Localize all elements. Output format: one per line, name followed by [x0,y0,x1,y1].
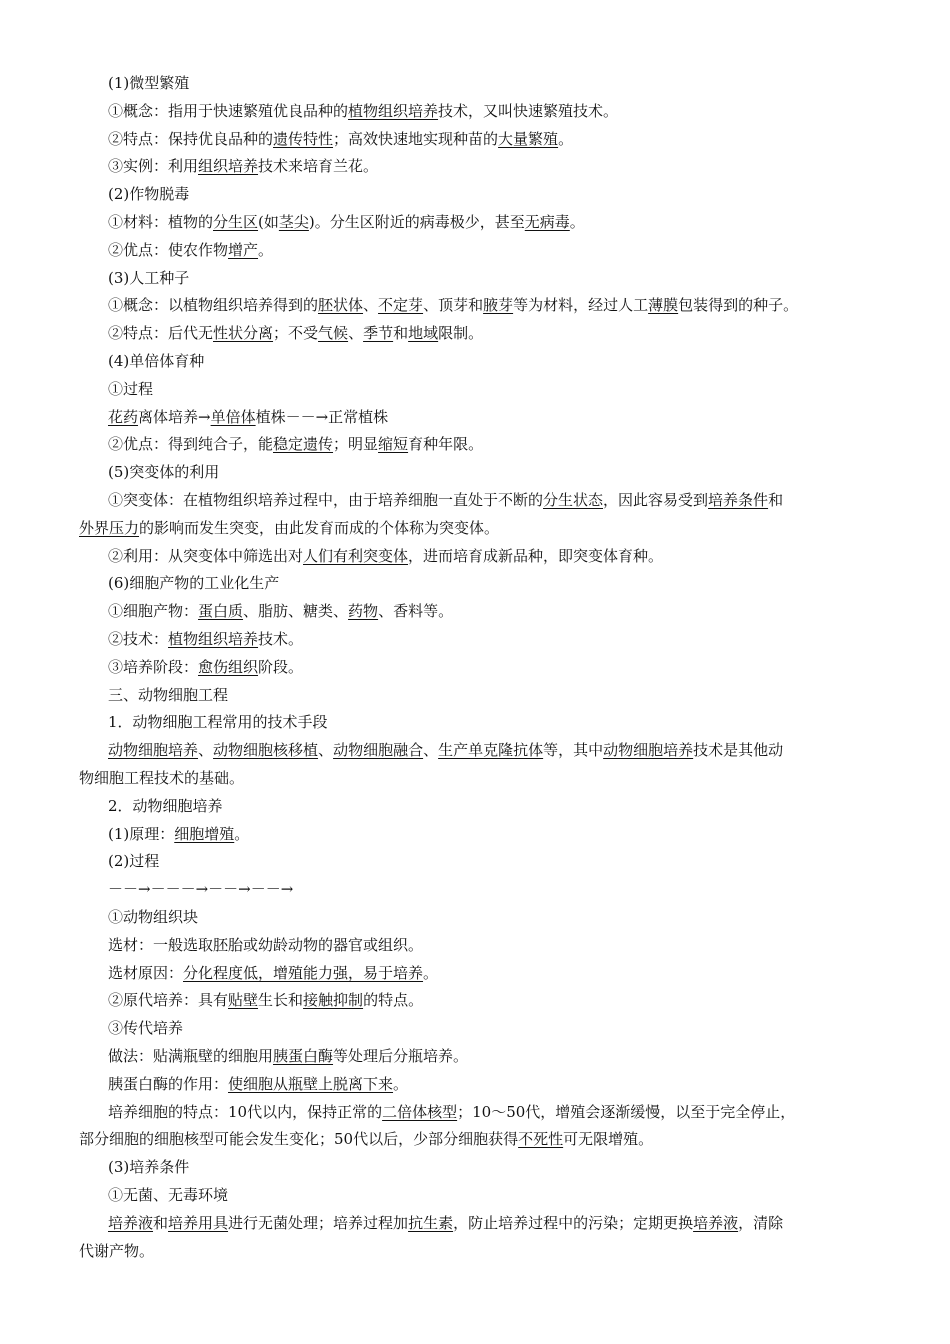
text-segment: 。 [558,130,574,148]
text-segment: ，因此容易受到 [603,491,709,509]
underlined-term: 培养液 [108,1214,154,1232]
text-segment: (5)突变体的利用 [108,463,220,481]
text-line [108,546,898,566]
text-line [108,712,898,732]
text-segment: 培养细胞的特点：10代以内，保持正常的 [108,1103,383,1121]
text-segment: ①无菌、无毒环境 [108,1186,229,1204]
text-segment: 。 [423,964,439,982]
text-segment: ③实例：利用 [108,157,199,175]
underlined-term: 培养条件 [708,491,769,509]
text-line [108,573,898,593]
text-segment: 、香料等。 [378,602,454,620]
text-segment: 技术。 [258,630,304,648]
text-segment: ，清除 [738,1214,784,1232]
text-segment: (如 [258,213,279,231]
underlined-term: 增产 [228,241,259,259]
text-segment: 包装得到的种子。 [678,296,799,314]
underlined-term: 缩短 [378,435,409,453]
text-segment: ②优点：使农作物 [108,241,229,259]
text-segment: ①概念：以植物组织培养得到的 [108,296,319,314]
text-segment: 的影响而发生突变，由此发育而成的个体称为突变体。 [139,519,500,537]
text-line [108,685,898,705]
underlined-term: 使细胞从瓶壁上脱离下来 [228,1075,394,1093]
underlined-term: 动物细胞融合 [333,741,424,759]
text-segment: 、脂肪、糖类、 [243,602,349,620]
text-segment: (1)微型繁殖 [108,74,190,92]
text-segment: 、 [423,741,439,759]
text-segment: ③传代培养 [108,1019,184,1037]
text-line [108,490,898,510]
text-segment: 2．动物细胞培养 [108,797,223,815]
text-segment: 1．动物细胞工程常用的技术手段 [108,713,328,731]
text-segment: 选材：一般选取胚胎或幼龄动物的器官或组织。 [108,936,424,954]
underlined-term: 分化程度低，增殖能力强，易于培养 [183,964,424,982]
underlined-term: 气候 [318,324,349,342]
underlined-term: 分生状态 [543,491,604,509]
underlined-term: 不死性 [518,1130,564,1148]
text-segment: 的特点。 [363,991,424,1009]
text-line [108,240,898,260]
underlined-term: 外界压力 [79,519,140,537]
text-line [108,434,898,454]
text-line [108,851,898,871]
underlined-term: 性状分离 [213,324,274,342]
text-line [108,1018,898,1038]
text-line [108,963,898,983]
text-line [108,212,898,232]
text-segment: (6)细胞产物的工业化生产 [108,574,280,592]
text-line [108,323,898,343]
text-segment: 和 [768,491,784,509]
underlined-term: 花药 [108,408,139,426]
text-line [108,129,898,149]
text-line [108,101,898,121]
text-segment: ②利用：从突变体中筛选出对 [108,547,304,565]
text-line [79,518,869,538]
text-segment: 离体培养→ [138,408,211,426]
text-segment: －－→－－－→－－→－－→ [108,880,294,898]
text-segment: 、顶芽和 [423,296,484,314]
text-segment: 。 [258,241,274,259]
underlined-term: 遗传特性 [273,130,334,148]
text-segment: ；不受 [273,324,319,342]
text-line [108,629,898,649]
underlined-term: 贴壁 [228,991,259,1009]
text-line [108,156,898,176]
text-line [108,1074,898,1094]
text-line [108,1102,898,1122]
text-segment: ③培养阶段： [108,658,199,676]
text-segment: (3)培养条件 [108,1158,190,1176]
text-segment: 技术是其他动 [693,741,784,759]
underlined-term: 药物 [348,602,379,620]
text-line [108,295,898,315]
text-segment: (3)人工种子 [108,269,190,287]
text-segment: 等处理后分瓶培养。 [333,1047,469,1065]
text-segment: ①概念：指用于快速繁殖优良品种的 [108,102,349,120]
text-line [108,601,898,621]
text-segment: ，进而培育成新品种，即突变体育种。 [408,547,664,565]
text-line [108,935,898,955]
text-segment: 阶段。 [258,658,304,676]
text-segment: ；明显 [333,435,379,453]
text-segment: 。 [393,1075,409,1093]
underlined-term: 接触抑制 [303,991,364,1009]
text-segment: 胰蛋白酶的作用： [108,1075,229,1093]
text-segment: 等，其中 [543,741,604,759]
underlined-term: 季节 [363,324,394,342]
underlined-term: 不定芽 [378,296,424,314]
text-line [79,1129,869,1149]
underlined-term: 植物组织培养 [168,630,259,648]
text-line [108,740,898,760]
underlined-term: 培养液 [693,1214,739,1232]
text-segment: 选材原因： [108,964,184,982]
underlined-term: 植物组织培养 [348,102,439,120]
text-segment: 物细胞工程技术的基础。 [79,769,245,787]
text-line [108,1185,898,1205]
text-segment: ①细胞产物： [108,602,199,620]
text-line [108,657,898,677]
underlined-term: 动物细胞培养 [108,741,199,759]
underlined-term: 单倍体 [210,408,256,426]
text-segment: 做法：贴满瓶壁的细胞用 [108,1047,274,1065]
text-segment: 部分细胞的细胞核型可能会发生变化；50代以后，少部分细胞获得 [79,1130,519,1148]
underlined-term: 地域 [408,324,439,342]
text-segment: 限制。 [438,324,484,342]
text-segment: )。分生区附近的病毒极少，甚至 [308,213,525,231]
text-line [79,1241,869,1261]
underlined-term: 无病毒 [524,213,570,231]
text-segment: ；高效快速地实现种苗的 [333,130,499,148]
text-segment: 。 [234,825,250,843]
text-segment: (4)单倍体育种 [108,352,205,370]
underlined-term: 二倍体核型 [382,1103,458,1121]
text-segment: ②特点：后代无 [108,324,214,342]
text-line [108,268,898,288]
underlined-term: 分生区 [213,213,259,231]
text-line [108,907,898,927]
text-segment: 三、动物细胞工程 [108,686,229,704]
underlined-term: 愈伤组织 [198,658,259,676]
text-segment: (2)作物脱毒 [108,185,190,203]
underlined-term: 薄膜 [648,296,679,314]
text-segment: 植株－－→正常植株 [255,408,389,426]
text-segment: 生长和 [258,991,304,1009]
text-segment: (2)过程 [108,852,160,870]
text-segment: 代谢产物。 [79,1242,155,1260]
underlined-term: 蛋白质 [198,602,244,620]
text-line [108,1213,898,1233]
text-line [108,1157,898,1177]
underlined-term: 人们有利突变体 [303,547,409,565]
text-segment: ；10～50代，增殖会逐渐缓慢，以至于完全停止， [457,1103,796,1121]
text-segment: ②特点：保持优良品种的 [108,130,274,148]
underlined-term: 动物细胞核移植 [213,741,319,759]
underlined-term: 细胞增殖 [174,825,235,843]
text-line [108,879,898,899]
text-line [108,407,898,427]
underlined-term: 稳定遗传 [273,435,334,453]
text-segment: 。 [569,213,585,231]
text-segment: 技术来培育兰花。 [258,157,379,175]
text-segment: 等为材料，经过人工 [513,296,649,314]
text-line [108,351,898,371]
underlined-term: 胰蛋白酶 [273,1047,334,1065]
text-segment: 进行无菌处理；培养过程加 [228,1214,409,1232]
text-line [108,824,898,844]
text-segment: 育种年限。 [408,435,484,453]
underlined-term: 茎尖 [278,213,309,231]
text-line [108,184,898,204]
text-segment: 和 [393,324,409,342]
underlined-term: 腋芽 [483,296,514,314]
text-segment: 和 [153,1214,169,1232]
text-segment: 可无限增殖。 [563,1130,654,1148]
underlined-term: 抗生素 [408,1214,454,1232]
underlined-term: 动物细胞培养 [603,741,694,759]
underlined-term: 胚状体 [318,296,364,314]
underlined-term: 组织培养 [198,157,259,175]
text-segment: ①材料：植物的 [108,213,214,231]
text-segment: 、 [363,296,379,314]
text-line [108,796,898,816]
underlined-term: 生产单克隆抗体 [438,741,544,759]
text-segment: (1)原理： [108,825,175,843]
text-segment: ①突变体：在植物组织培养过程中，由于培养细胞一直处于不断的 [108,491,544,509]
text-line [108,990,898,1010]
underlined-term: 培养用具 [168,1214,229,1232]
text-line [79,768,869,788]
text-segment: ②技术： [108,630,169,648]
text-segment: ①过程 [108,380,154,398]
text-segment: 技术，又叫快速繁殖技术。 [438,102,619,120]
text-line [108,1046,898,1066]
text-line [108,73,898,93]
text-segment: ②优点：得到纯合子，能 [108,435,274,453]
text-segment: 、 [198,741,214,759]
text-line [108,462,898,482]
text-segment: 、 [348,324,364,342]
text-line [108,379,898,399]
underlined-term: 大量繁殖 [498,130,559,148]
text-segment: 、 [318,741,334,759]
text-segment: ①动物组织块 [108,908,199,926]
text-segment: ，防止培养过程中的污染；定期更换 [453,1214,694,1232]
text-segment: ②原代培养：具有 [108,991,229,1009]
